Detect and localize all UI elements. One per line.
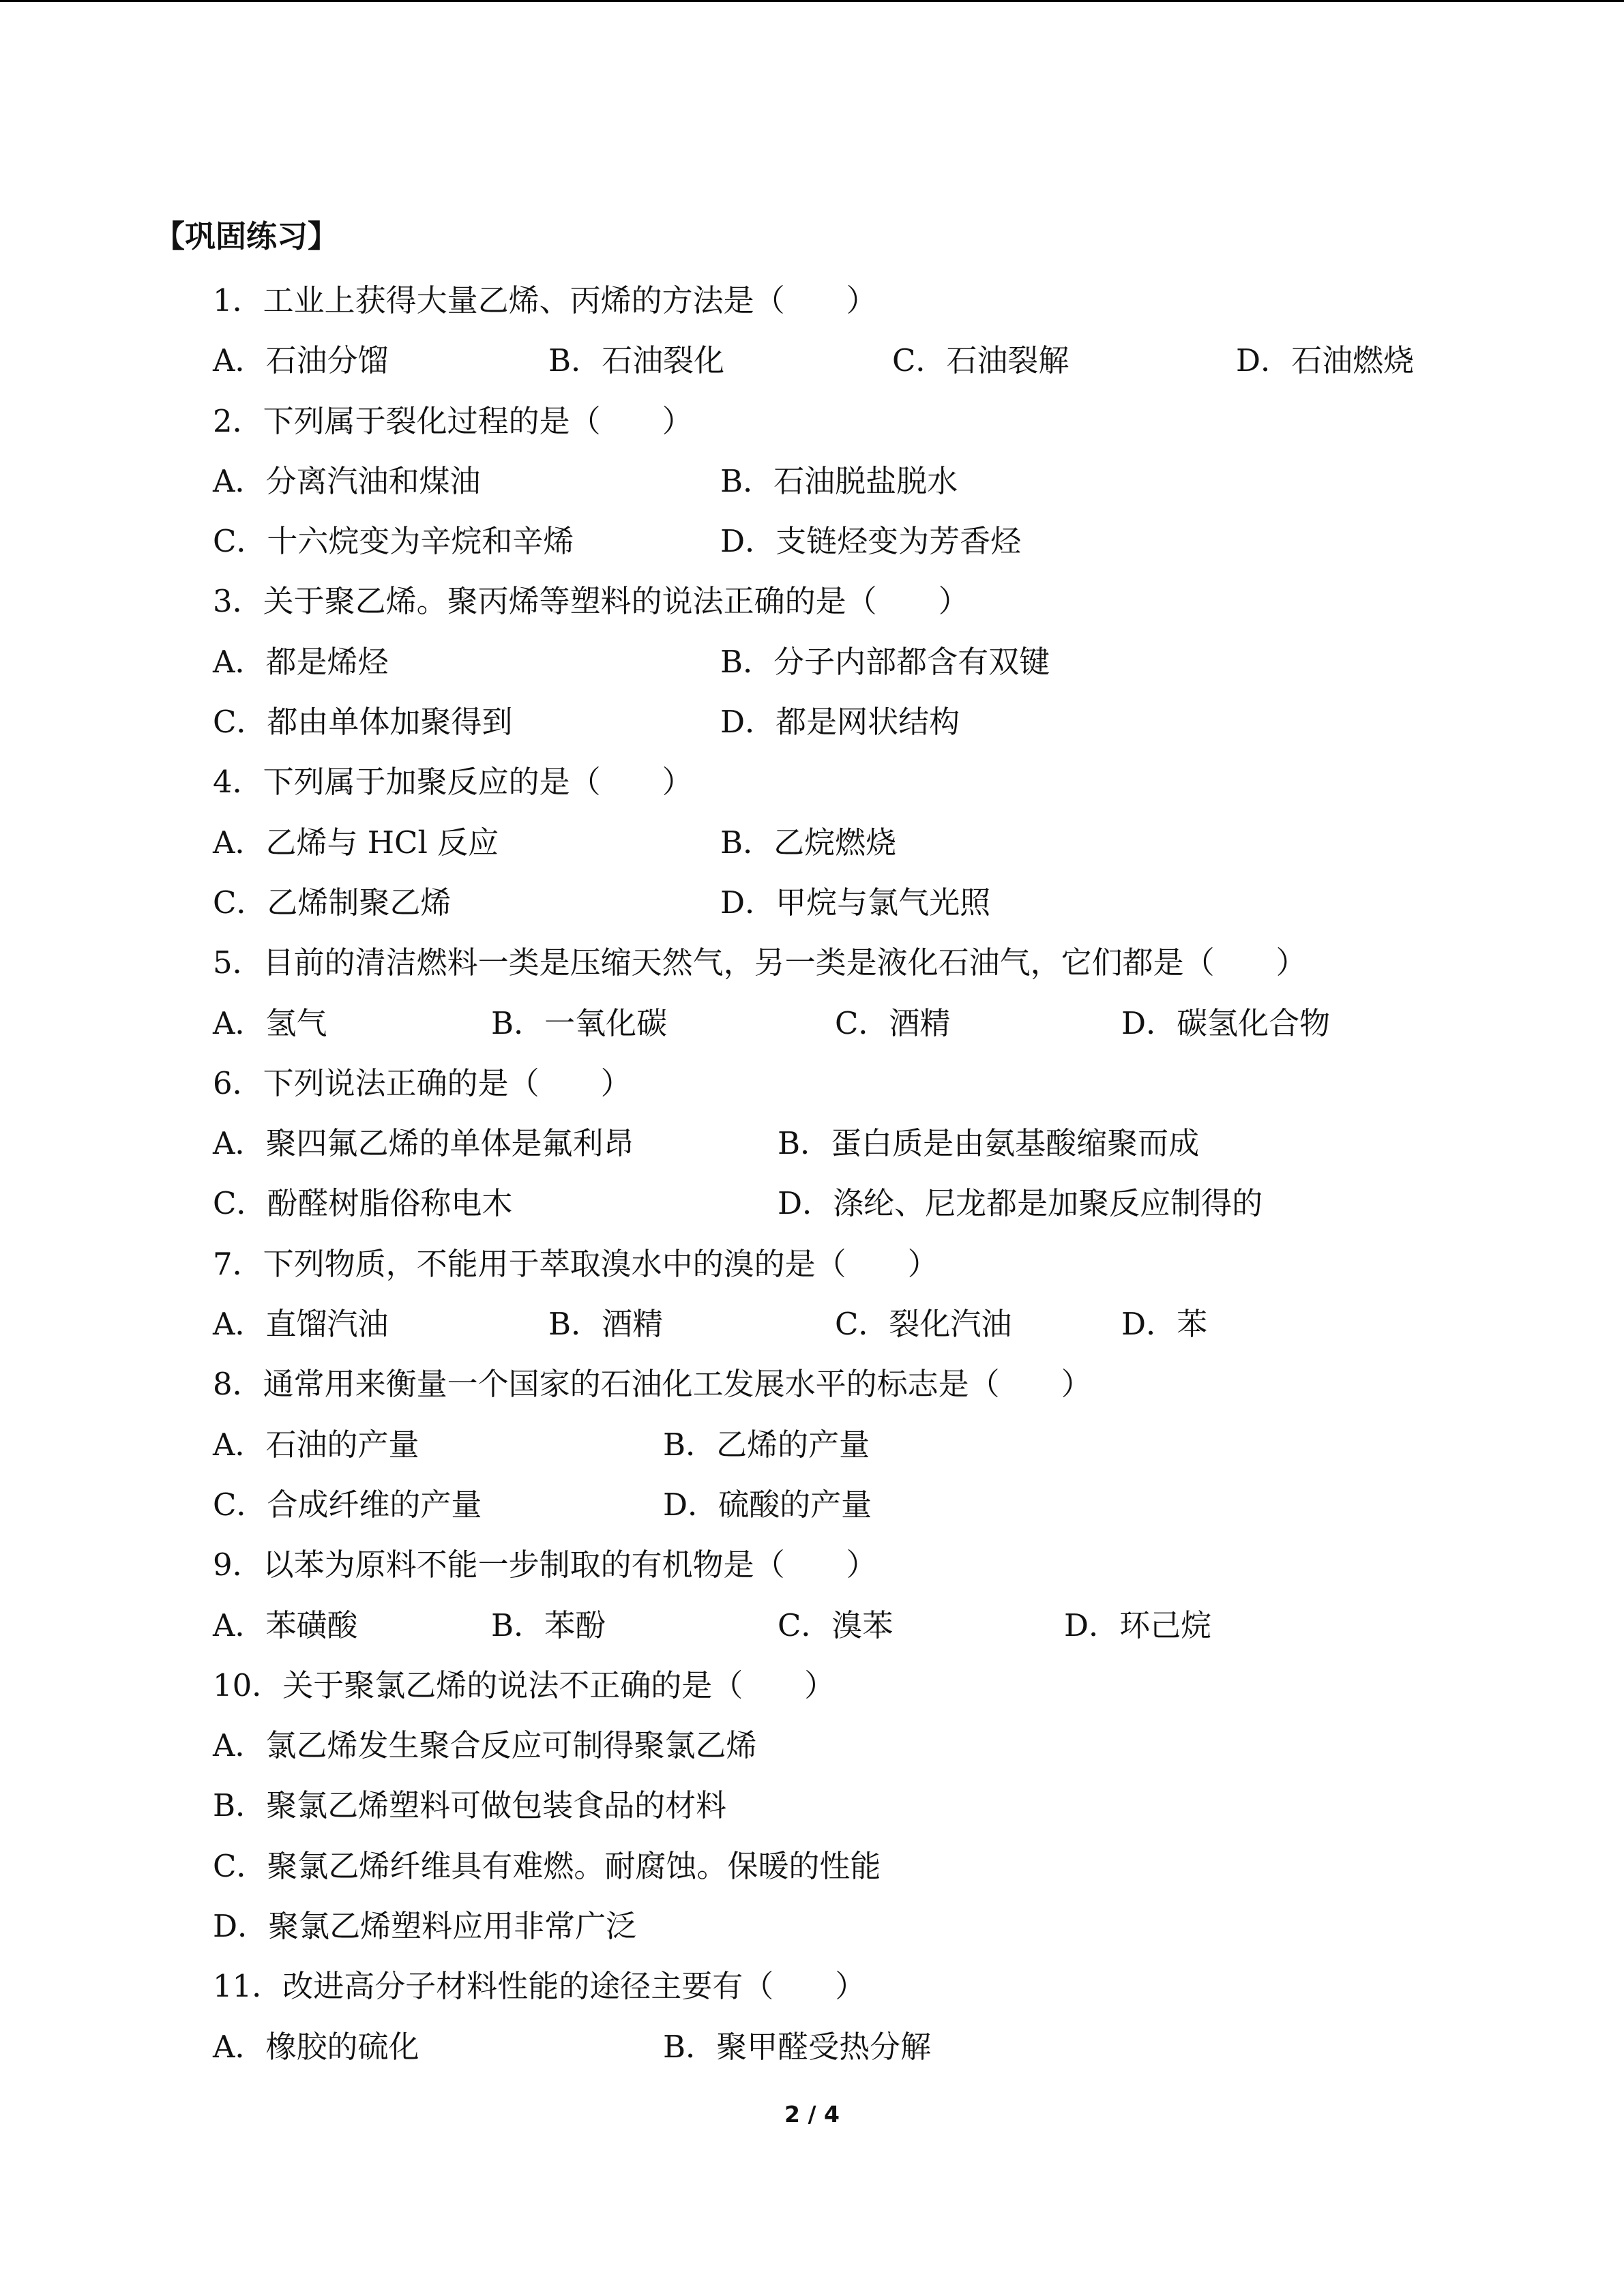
option-d: D．聚氯乙烯塑料应用非常广泛 (213, 1908, 637, 1945)
option-row (213, 692, 1509, 752)
option-c: C．溴苯 (778, 1607, 894, 1643)
option-a: A．氯乙烯发生聚合反应可制得聚氯乙烯 (213, 1727, 757, 1764)
option-b: B．乙烷燃烧 (720, 824, 897, 861)
page-number: 2 / 4 (784, 2101, 840, 2128)
option-c: C．十六烷变为辛烷和辛烯 (213, 523, 574, 560)
option-a: A．直馏汽油 (213, 1306, 389, 1343)
option-c: C．都由单体加聚得到 (213, 704, 513, 741)
option-c: C．聚氯乙烯纤维具有难燃。耐腐蚀。保暖的性能 (213, 1847, 881, 1884)
question-stem: 5．目前的清洁燃料一类是压缩天然气，另一类是液化石油气，它们都是（ ） (213, 944, 1307, 981)
question-stem: 2．下列属于裂化过程的是（ ） (213, 402, 693, 439)
option-row (213, 1294, 1509, 1354)
option-a: A．聚四氟乙烯的单体是氟利昂 (213, 1125, 634, 1162)
option-b: B．苯酚 (491, 1607, 606, 1643)
option-a: A．石油分馏 (213, 342, 389, 379)
option-d: D．碳氢化合物 (1121, 1004, 1331, 1041)
option-d: D．硫酸的产量 (663, 1486, 872, 1523)
option-a: A．橡胶的硫化 (213, 2028, 419, 2065)
question-stem: 11．改进高分子材料性能的途径主要有（ ） (213, 1968, 866, 2005)
option-row (213, 1114, 1509, 1174)
option-c: C．酚醛树脂俗称电木 (213, 1185, 513, 1222)
option-d: D．都是网状结构 (720, 704, 960, 741)
section-title: 【巩固练习】 (154, 218, 339, 254)
question-stem: 8．通常用来衡量一个国家的石油化工发展水平的标志是（ ） (213, 1366, 1092, 1403)
option-row (213, 2017, 1509, 2077)
option-row (213, 994, 1509, 1054)
question-stem: 10．关于聚氯乙烯的说法不正确的是（ ） (213, 1667, 836, 1703)
option-d: D．苯 (1121, 1306, 1208, 1343)
option-d: D．石油燃烧 (1236, 342, 1415, 379)
option-row (213, 1174, 1509, 1234)
option-row (213, 1596, 1509, 1656)
option-row (213, 813, 1509, 873)
question-stem: 4．下列属于加聚反应的是（ ） (213, 764, 693, 801)
option-a: A．都是烯烃 (213, 643, 389, 680)
option-a: A．氢气 (213, 1004, 327, 1041)
option-b: B．酒精 (548, 1306, 664, 1343)
question-stem: 3．关于聚乙烯。聚丙烯等塑料的说法正确的是（ ） (213, 583, 969, 620)
option-b: B．分子内部都含有双键 (720, 643, 1050, 680)
option-d: D．甲烷与氯气光照 (720, 884, 991, 921)
option-b: B．聚氯乙烯塑料可做包装食品的材料 (213, 1787, 727, 1824)
option-b: B．乙烯的产量 (663, 1426, 870, 1463)
question-stem: 9．以苯为原料不能一步制取的有机物是（ ） (213, 1547, 877, 1583)
option-b: B．蛋白质是由氨基酸缩聚而成 (778, 1125, 1200, 1162)
option-d: D．环己烷 (1064, 1607, 1212, 1643)
option-b: B．石油脱盐脱水 (720, 462, 958, 499)
option-c: C．合成纤维的产量 (213, 1486, 482, 1523)
option-b: B．石油裂化 (548, 342, 725, 379)
question-stem: 1．工业上获得大量乙烯、丙烯的方法是（ ） (213, 282, 877, 318)
question-stem: 7．下列物质，不能用于萃取溴水中的溴的是（ ） (213, 1245, 939, 1282)
option-c: C．裂化汽油 (835, 1306, 1012, 1343)
option-row (213, 451, 1509, 511)
option-c: C．乙烯制聚乙烯 (213, 884, 452, 921)
option-c: C．酒精 (835, 1004, 951, 1041)
option-row (213, 632, 1509, 692)
question-stem: 6．下列说法正确的是（ ） (213, 1064, 632, 1101)
question-list (213, 271, 1509, 2077)
option-row (213, 1415, 1509, 1475)
option-a: A．石油的产量 (213, 1426, 419, 1463)
option-b: B．一氧化碳 (491, 1004, 668, 1041)
option-row (213, 331, 1509, 391)
option-d: D．支链烃变为芳香烃 (720, 523, 1022, 560)
option-c: C．石油裂解 (892, 342, 1069, 379)
option-a: A．分离汽油和煤油 (213, 462, 481, 499)
option-row (213, 1475, 1509, 1535)
option-row (213, 511, 1509, 571)
option-a: A．苯磺酸 (213, 1607, 358, 1643)
option-a: A．乙烯与 HCl 反应 (213, 824, 499, 861)
option-row (213, 873, 1509, 933)
option-d: D．涤纶、尼龙都是加聚反应制得的 (778, 1185, 1263, 1222)
option-b: B．聚甲醛受热分解 (663, 2028, 932, 2065)
